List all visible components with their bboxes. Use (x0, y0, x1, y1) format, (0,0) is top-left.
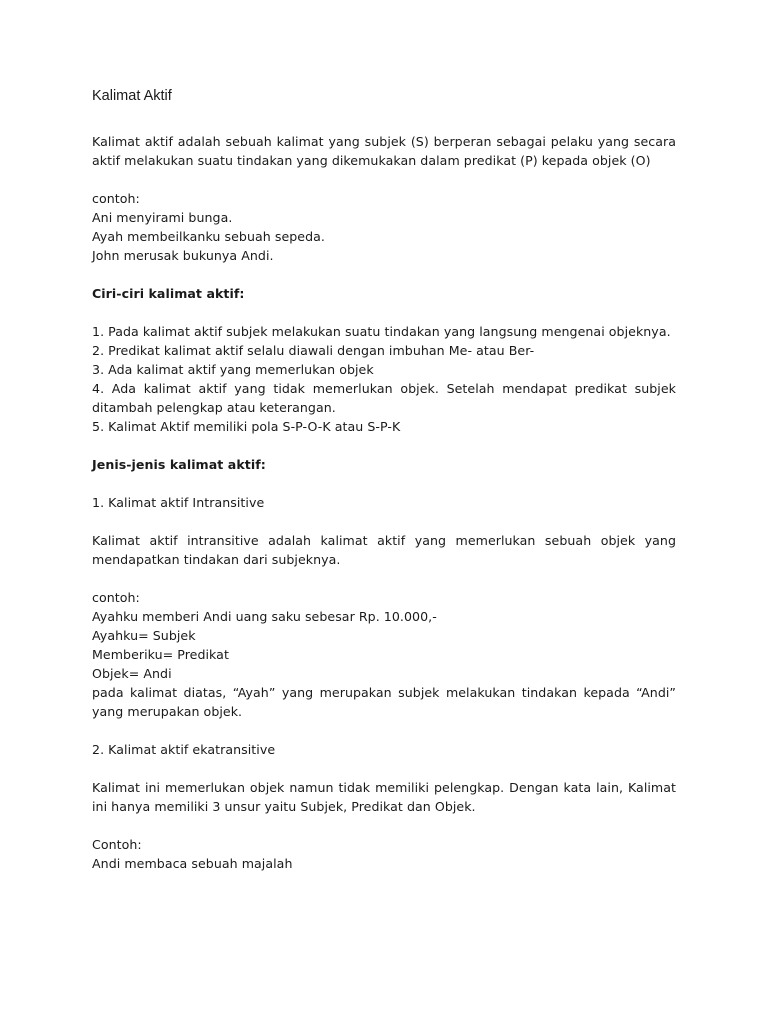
example-label: Contoh: (92, 837, 142, 852)
document-body (92, 132, 676, 873)
example-line: Ayah membeilkanku sebuah sepeda. (92, 229, 325, 244)
spacer (92, 569, 676, 588)
spacer (92, 721, 676, 740)
example-line: Andi membaca sebuah majalah (92, 856, 293, 871)
example-line: Ayahku memberi Andi uang saku sebesar Rp. 10.000,- (92, 609, 437, 624)
spacer (92, 512, 676, 531)
example-line: Ayahku= Subjek (92, 628, 196, 643)
intro-paragraph: Kalimat aktif adalah sebuah kalimat yang subjek (S) berperan sebagai pelaku yang secara aktif melakukan suatu tindakan yang dikemukakan dalam predikat (P) kepada objek (O) (92, 134, 676, 168)
document-title: Kalimat Aktif (92, 88, 172, 104)
example-line: Memberiku= Predikat (92, 647, 229, 662)
ciri-item: 4. Ada kalimat aktif yang tidak memerlukan objek. Setelah mendapat predikat subjek ditambah pelengkap atau keterangan. (92, 381, 676, 415)
ciri-item: 1. Pada kalimat aktif subjek melakukan suatu tindakan yang langsung mengenai objeknya. (92, 324, 671, 339)
spacer (92, 816, 676, 835)
intransitive-description: Kalimat aktif intransitive adalah kalimat aktif yang memerlukan sebuah objek yang mendapatkan tindakan dari subjeknya. (92, 533, 676, 567)
ciri-item: 5. Kalimat Aktif memiliki pola S-P-O-K atau S-P-K (92, 419, 401, 434)
spacer (92, 303, 676, 322)
spacer (92, 265, 676, 284)
ciri-item: 3. Ada kalimat aktif yang memerlukan objek (92, 362, 374, 377)
ciri-heading: Ciri-ciri kalimat aktif: (92, 286, 245, 301)
example-line: John merusak bukunya Andi. (92, 248, 274, 263)
document-page (92, 0, 676, 1024)
ciri-item: 2. Predikat kalimat aktif selalu diawali dengan imbuhan Me- atau Ber- (92, 343, 535, 358)
example-line: Ani menyirami bunga. (92, 210, 233, 225)
spacer (92, 170, 676, 189)
spacer (92, 759, 676, 778)
example-label: contoh: (92, 590, 140, 605)
example-line: Objek= Andi (92, 666, 172, 681)
spacer (92, 436, 676, 455)
spacer (92, 474, 676, 493)
intransitive-title: 1. Kalimat aktif Intransitive (92, 495, 265, 510)
example-label: contoh: (92, 191, 140, 206)
ekatransitive-title: 2. Kalimat aktif ekatransitive (92, 742, 276, 757)
jenis-heading: Jenis-jenis kalimat aktif: (92, 457, 266, 472)
ekatransitive-description: Kalimat ini memerlukan objek namun tidak memiliki pelengkap. Dengan kata lain, Kalimat ini hanya memiliki 3 unsur yaitu Subjek, Predikat dan Objek. (92, 780, 676, 814)
intransitive-explanation: pada kalimat diatas, “Ayah” yang merupakan subjek melakukan tindakan kepada “Andi” yang merupakan objek. (92, 685, 676, 719)
